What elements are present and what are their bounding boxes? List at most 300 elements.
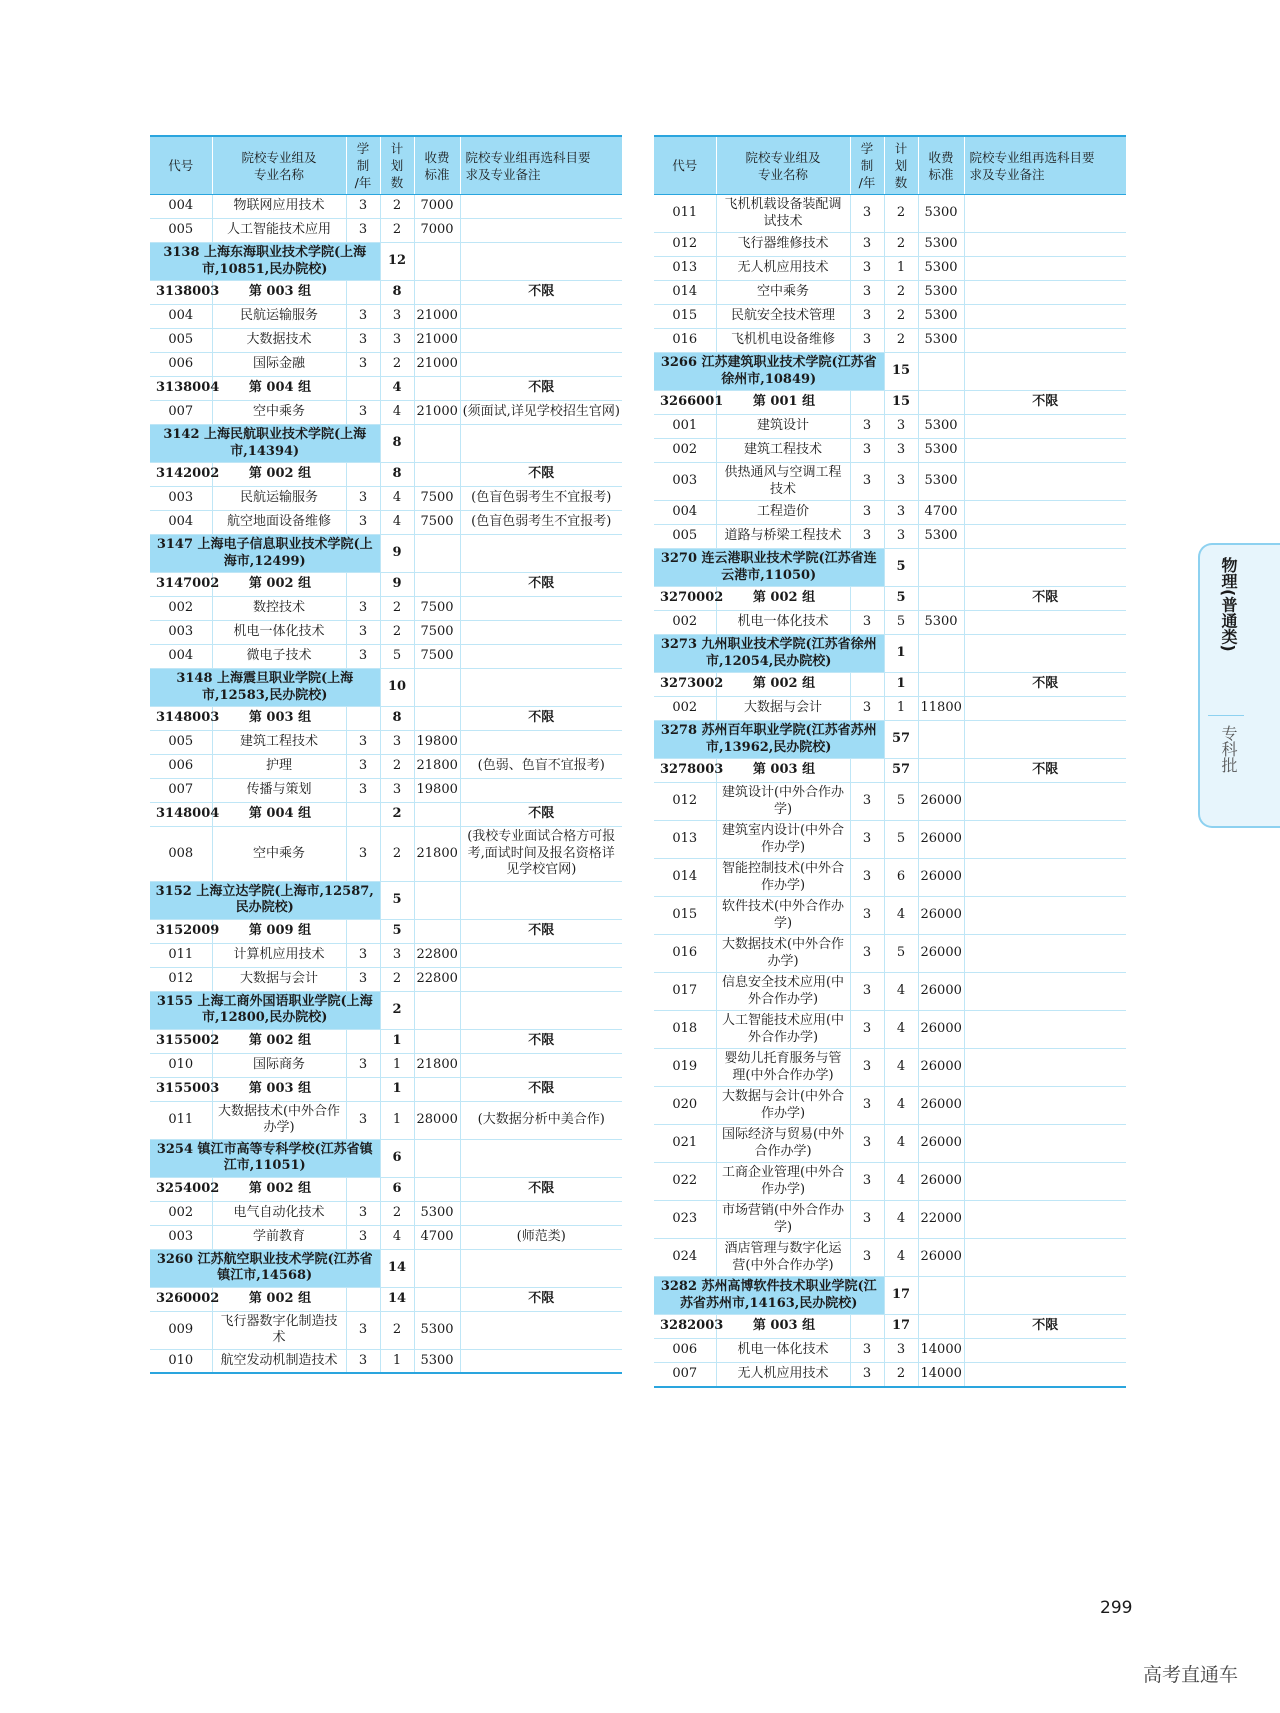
- tuition-fee-cell: 26000: [918, 1125, 964, 1163]
- study-years-cell: 3: [346, 827, 380, 882]
- study-years-cell: 3: [850, 525, 884, 549]
- major-note-cell: [460, 1311, 622, 1349]
- major-note-cell: (我校专业面试合格方可报考,面试时间及报名资格详见学校官网): [460, 827, 622, 882]
- tuition-fee-cell: 7500: [414, 511, 460, 535]
- school-plan-count-cell: 1: [884, 635, 918, 673]
- study-years-cell: 3: [346, 731, 380, 755]
- major-row: [150, 487, 622, 511]
- plan-count-cell: 1: [380, 1053, 414, 1077]
- tuition-fee-cell: 5300: [918, 233, 964, 257]
- major-row: [150, 329, 622, 353]
- major-note-cell: [964, 1339, 1126, 1363]
- major-note-cell: [460, 353, 622, 377]
- empty-cell: [414, 535, 460, 573]
- tuition-fee-cell: 14000: [918, 1363, 964, 1387]
- major-name-cell: 空中乘务: [212, 827, 346, 882]
- empty-cell: [850, 587, 884, 611]
- school-plan-count-cell: 17: [884, 1277, 918, 1315]
- major-row: [654, 281, 1126, 305]
- major-name-cell: 电气自动化技术: [212, 1201, 346, 1225]
- plan-count-cell: 3: [380, 943, 414, 967]
- major-row: [150, 645, 622, 669]
- major-code-cell: 004: [150, 645, 212, 669]
- major-name-cell: 市场营销(中外合作办学): [716, 1201, 850, 1239]
- major-name-cell: 民航运输服务: [212, 487, 346, 511]
- major-row: [150, 401, 622, 425]
- empty-cell: [850, 1315, 884, 1339]
- major-row: [654, 1049, 1126, 1087]
- group-row: [150, 573, 622, 597]
- major-code-cell: 002: [654, 611, 716, 635]
- major-row: [654, 501, 1126, 525]
- empty-cell: [346, 377, 380, 401]
- major-note-cell: [964, 973, 1126, 1011]
- plan-count-cell: 4: [884, 1011, 918, 1049]
- major-note-cell: [964, 281, 1126, 305]
- page-number: 299: [1100, 1598, 1133, 1618]
- major-row: [654, 611, 1126, 635]
- major-name-cell: 建筑室内设计(中外合作办学): [716, 821, 850, 859]
- major-note-cell: (须面试,详见学校招生官网): [460, 401, 622, 425]
- major-row: [150, 305, 622, 329]
- study-years-cell: 3: [346, 943, 380, 967]
- major-name-cell: 工商企业管理(中外合作办学): [716, 1163, 850, 1201]
- major-code-cell: 002: [150, 597, 212, 621]
- plan-count-cell: 4: [884, 1201, 918, 1239]
- school-name-cell: 3147 上海电子信息职业技术学院(上海市,12499): [150, 535, 380, 573]
- group-name-cell: 第 003 组: [716, 759, 850, 783]
- tuition-fee-cell: 5300: [918, 525, 964, 549]
- group-row: [654, 391, 1126, 415]
- empty-cell: [346, 1029, 380, 1053]
- group-subject-requirement-cell: 不限: [460, 573, 622, 597]
- major-code-cell: 020: [654, 1087, 716, 1125]
- plan-count-cell: 2: [884, 329, 918, 353]
- tuition-fee-cell: 5300: [918, 439, 964, 463]
- study-years-cell: 3: [346, 779, 380, 803]
- group-name-cell: 第 002 组: [212, 463, 346, 487]
- group-name-cell: 第 002 组: [212, 1177, 346, 1201]
- plan-count-cell: 3: [884, 415, 918, 439]
- group-name-cell: 第 003 组: [212, 1077, 346, 1101]
- empty-cell: [414, 707, 460, 731]
- major-name-cell: 飞机机载设备装配调试技术: [716, 195, 850, 233]
- study-years-cell: 3: [850, 897, 884, 935]
- empty-cell: [918, 673, 964, 697]
- school-row: [654, 353, 1126, 391]
- major-code-cell: 011: [150, 1101, 212, 1139]
- school-plan-count-cell: 15: [884, 353, 918, 391]
- empty-cell: [346, 803, 380, 827]
- major-code-cell: 013: [654, 821, 716, 859]
- school-plan-count-cell: 10: [380, 669, 414, 707]
- plan-count-cell: 3: [884, 439, 918, 463]
- tuition-fee-cell: 7000: [414, 219, 460, 243]
- column-header-years: 学 制 /年: [346, 136, 380, 195]
- school-plan-count-cell: 9: [380, 535, 414, 573]
- empty-cell: [918, 1277, 964, 1315]
- plan-count-cell: 5: [884, 611, 918, 635]
- empty-cell: [964, 721, 1126, 759]
- tuition-fee-cell: 5300: [414, 1311, 460, 1349]
- major-name-cell: 学前教育: [212, 1225, 346, 1249]
- empty-cell: [918, 391, 964, 415]
- school-plan-count-cell: 12: [380, 243, 414, 281]
- tuition-fee-cell: 7500: [414, 621, 460, 645]
- major-name-cell: 婴幼儿托育服务与管理(中外合作办学): [716, 1049, 850, 1087]
- study-years-cell: 3: [346, 967, 380, 991]
- group-plan-count-cell: 2: [380, 803, 414, 827]
- major-row: [654, 1087, 1126, 1125]
- major-note-cell: [460, 597, 622, 621]
- major-name-cell: 空中乘务: [212, 401, 346, 425]
- major-row: [654, 821, 1126, 859]
- study-years-cell: 3: [346, 1349, 380, 1373]
- tuition-fee-cell: 5300: [918, 415, 964, 439]
- major-code-cell: 003: [150, 621, 212, 645]
- empty-cell: [414, 463, 460, 487]
- school-name-cell: 3270 连云港职业技术学院(江苏省连云港市,11050): [654, 549, 884, 587]
- plan-count-cell: 4: [884, 1163, 918, 1201]
- school-name-cell: 3142 上海民航职业技术学院(上海市,14394): [150, 425, 380, 463]
- major-code-cell: 013: [654, 257, 716, 281]
- group-row: [150, 463, 622, 487]
- major-row: [150, 219, 622, 243]
- group-name-cell: 第 003 组: [212, 281, 346, 305]
- major-code-cell: 004: [150, 305, 212, 329]
- study-years-cell: 3: [850, 439, 884, 463]
- major-name-cell: 飞行器数字化制造技术: [212, 1311, 346, 1349]
- tuition-fee-cell: 22000: [918, 1201, 964, 1239]
- empty-cell: [964, 549, 1126, 587]
- tuition-fee-cell: 26000: [918, 935, 964, 973]
- major-name-cell: 建筑设计(中外合作办学): [716, 783, 850, 821]
- group-code-cell: 3152009: [150, 919, 212, 943]
- school-row: [654, 721, 1126, 759]
- major-code-cell: 011: [654, 195, 716, 233]
- empty-cell: [460, 425, 622, 463]
- major-note-cell: [460, 621, 622, 645]
- plan-count-cell: 1: [884, 697, 918, 721]
- major-code-cell: 014: [654, 281, 716, 305]
- plan-count-cell: 2: [380, 967, 414, 991]
- major-name-cell: 国际商务: [212, 1053, 346, 1077]
- column-header-note: 院校专业组再选科目要 求及专业备注: [460, 136, 622, 195]
- tuition-fee-cell: 21000: [414, 305, 460, 329]
- major-note-cell: [964, 1163, 1126, 1201]
- major-name-cell: 空中乘务: [716, 281, 850, 305]
- major-code-cell: 005: [150, 731, 212, 755]
- plan-count-cell: 4: [884, 1125, 918, 1163]
- school-row: [150, 535, 622, 573]
- group-code-cell: 3155002: [150, 1029, 212, 1053]
- table-header-row: [654, 136, 1126, 195]
- empty-cell: [850, 391, 884, 415]
- school-row: [150, 669, 622, 707]
- empty-cell: [414, 803, 460, 827]
- major-name-cell: 大数据技术(中外合作办学): [716, 935, 850, 973]
- major-note-cell: (色弱、色盲不宜报考): [460, 755, 622, 779]
- group-row: [150, 1177, 622, 1201]
- major-note-cell: [964, 305, 1126, 329]
- study-years-cell: 3: [346, 755, 380, 779]
- major-row: [654, 195, 1126, 233]
- group-name-cell: 第 003 组: [212, 707, 346, 731]
- major-name-cell: 大数据技术: [212, 329, 346, 353]
- tuition-fee-cell: 26000: [918, 1239, 964, 1277]
- major-name-cell: 大数据技术(中外合作办学): [212, 1101, 346, 1139]
- major-row: [150, 353, 622, 377]
- column-header-code: 代号: [150, 136, 212, 195]
- group-row: [654, 759, 1126, 783]
- study-years-cell: 3: [346, 1053, 380, 1077]
- study-years-cell: 3: [850, 935, 884, 973]
- plan-count-cell: 2: [380, 827, 414, 882]
- tuition-fee-cell: 11800: [918, 697, 964, 721]
- empty-cell: [414, 919, 460, 943]
- empty-cell: [964, 1277, 1126, 1315]
- major-row: [654, 525, 1126, 549]
- tuition-fee-cell: 5300: [918, 281, 964, 305]
- group-subject-requirement-cell: 不限: [964, 587, 1126, 611]
- major-note-cell: (色盲色弱考生不宜报考): [460, 487, 622, 511]
- empty-cell: [460, 1139, 622, 1177]
- major-code-cell: 021: [654, 1125, 716, 1163]
- major-row: [654, 1239, 1126, 1277]
- group-code-cell: 3142002: [150, 463, 212, 487]
- major-note-cell: [460, 195, 622, 219]
- major-row: [150, 1349, 622, 1373]
- major-code-cell: 011: [150, 943, 212, 967]
- major-code-cell: 003: [150, 487, 212, 511]
- empty-cell: [414, 669, 460, 707]
- empty-cell: [414, 1029, 460, 1053]
- major-code-cell: 004: [150, 511, 212, 535]
- major-code-cell: 005: [150, 219, 212, 243]
- group-name-cell: 第 003 组: [716, 1315, 850, 1339]
- school-row: [150, 243, 622, 281]
- major-note-cell: (色盲色弱考生不宜报考): [460, 511, 622, 535]
- empty-cell: [918, 721, 964, 759]
- major-row: [654, 897, 1126, 935]
- major-code-cell: 016: [654, 329, 716, 353]
- major-name-cell: 计算机应用技术: [212, 943, 346, 967]
- plan-count-cell: 3: [884, 1339, 918, 1363]
- major-note-cell: [964, 501, 1126, 525]
- plan-count-cell: 2: [884, 305, 918, 329]
- empty-cell: [346, 919, 380, 943]
- empty-cell: [850, 759, 884, 783]
- school-plan-count-cell: 14: [380, 1249, 414, 1287]
- major-code-cell: 007: [654, 1363, 716, 1387]
- major-code-cell: 015: [654, 305, 716, 329]
- major-code-cell: 006: [150, 353, 212, 377]
- plan-count-cell: 4: [884, 1087, 918, 1125]
- group-code-cell: 3148003: [150, 707, 212, 731]
- major-name-cell: 智能控制技术(中外合作办学): [716, 859, 850, 897]
- group-row: [150, 281, 622, 305]
- plan-count-cell: 2: [380, 621, 414, 645]
- group-subject-requirement-cell: 不限: [460, 919, 622, 943]
- study-years-cell: 3: [850, 859, 884, 897]
- group-plan-count-cell: 8: [380, 707, 414, 731]
- group-code-cell: 3260002: [150, 1287, 212, 1311]
- major-row: [654, 935, 1126, 973]
- major-row: [654, 1339, 1126, 1363]
- side-tab-divider: [1208, 715, 1244, 716]
- empty-cell: [414, 881, 460, 919]
- school-name-cell: 3138 上海东海职业技术学院(上海市,10851,民办院校): [150, 243, 380, 281]
- major-name-cell: 供热通风与空调工程技术: [716, 463, 850, 501]
- group-row: [150, 1077, 622, 1101]
- major-row: [654, 1363, 1126, 1387]
- major-note-cell: [964, 697, 1126, 721]
- tuition-fee-cell: 26000: [918, 973, 964, 1011]
- table-header-row: [150, 136, 622, 195]
- group-name-cell: 第 009 组: [212, 919, 346, 943]
- study-years-cell: 3: [346, 329, 380, 353]
- group-code-cell: 3266001: [654, 391, 716, 415]
- school-row: [150, 1249, 622, 1287]
- school-plan-count-cell: 5: [884, 549, 918, 587]
- group-subject-requirement-cell: 不限: [964, 1315, 1126, 1339]
- study-years-cell: 3: [850, 281, 884, 305]
- major-note-cell: [964, 195, 1126, 233]
- major-code-cell: 001: [654, 415, 716, 439]
- tuition-fee-cell: 26000: [918, 897, 964, 935]
- plan-count-cell: 1: [884, 257, 918, 281]
- major-code-cell: 024: [654, 1239, 716, 1277]
- empty-cell: [918, 1315, 964, 1339]
- plan-count-cell: 4: [380, 511, 414, 535]
- major-row: [150, 511, 622, 535]
- major-code-cell: 008: [150, 827, 212, 882]
- major-note-cell: [964, 1239, 1126, 1277]
- major-name-cell: 建筑设计: [716, 415, 850, 439]
- school-row: [150, 991, 622, 1029]
- study-years-cell: 3: [850, 1239, 884, 1277]
- major-code-cell: 012: [654, 783, 716, 821]
- major-row: [654, 415, 1126, 439]
- major-row: [150, 779, 622, 803]
- plan-count-cell: 4: [884, 897, 918, 935]
- tuition-fee-cell: 22800: [414, 967, 460, 991]
- empty-cell: [414, 377, 460, 401]
- major-row: [150, 755, 622, 779]
- tuition-fee-cell: 26000: [918, 1163, 964, 1201]
- empty-cell: [346, 1177, 380, 1201]
- admission-plan-table-left: [150, 135, 622, 1374]
- major-name-cell: 航空发动机制造技术: [212, 1349, 346, 1373]
- school-row: [150, 1139, 622, 1177]
- study-years-cell: 3: [850, 821, 884, 859]
- group-subject-requirement-cell: 不限: [964, 673, 1126, 697]
- empty-cell: [414, 243, 460, 281]
- group-row: [654, 587, 1126, 611]
- tuition-fee-cell: 21800: [414, 1053, 460, 1077]
- plan-count-cell: 2: [380, 597, 414, 621]
- major-note-cell: [964, 233, 1126, 257]
- major-note-cell: [964, 935, 1126, 973]
- major-name-cell: 无人机应用技术: [716, 1363, 850, 1387]
- school-plan-count-cell: 8: [380, 425, 414, 463]
- major-note-cell: [460, 779, 622, 803]
- major-name-cell: 护理: [212, 755, 346, 779]
- empty-cell: [414, 1077, 460, 1101]
- group-subject-requirement-cell: 不限: [460, 1177, 622, 1201]
- group-code-cell: 3282003: [654, 1315, 716, 1339]
- major-note-cell: [964, 1087, 1126, 1125]
- empty-cell: [414, 1287, 460, 1311]
- major-code-cell: 006: [150, 755, 212, 779]
- group-plan-count-cell: 8: [380, 463, 414, 487]
- study-years-cell: 3: [346, 487, 380, 511]
- study-years-cell: 3: [850, 1201, 884, 1239]
- tuition-fee-cell: 21800: [414, 827, 460, 882]
- school-name-cell: 3282 苏州高博软件技术职业学院(江苏省苏州市,14163,民办院校): [654, 1277, 884, 1315]
- major-row: [150, 967, 622, 991]
- column-header-fee: 收费 标准: [414, 136, 460, 195]
- major-row: [150, 597, 622, 621]
- major-name-cell: 民航运输服务: [212, 305, 346, 329]
- major-note-cell: [460, 731, 622, 755]
- empty-cell: [460, 535, 622, 573]
- study-years-cell: 3: [850, 1125, 884, 1163]
- group-plan-count-cell: 15: [884, 391, 918, 415]
- major-row: [654, 1201, 1126, 1239]
- major-row: [654, 257, 1126, 281]
- major-name-cell: 微电子技术: [212, 645, 346, 669]
- major-name-cell: 信息安全技术应用(中外合作办学): [716, 973, 850, 1011]
- empty-cell: [850, 673, 884, 697]
- tuition-fee-cell: 21000: [414, 401, 460, 425]
- plan-count-cell: 2: [884, 281, 918, 305]
- group-plan-count-cell: 17: [884, 1315, 918, 1339]
- major-row: [150, 1201, 622, 1225]
- major-note-cell: [460, 967, 622, 991]
- major-name-cell: 航空地面设备维修: [212, 511, 346, 535]
- group-plan-count-cell: 9: [380, 573, 414, 597]
- group-code-cell: 3155003: [150, 1077, 212, 1101]
- major-row: [654, 463, 1126, 501]
- major-note-cell: [460, 943, 622, 967]
- plan-count-cell: 6: [884, 859, 918, 897]
- plan-count-cell: 1: [380, 1101, 414, 1139]
- major-note-cell: [964, 463, 1126, 501]
- study-years-cell: 3: [346, 219, 380, 243]
- major-row: [654, 233, 1126, 257]
- study-years-cell: 3: [850, 973, 884, 1011]
- major-note-cell: [964, 525, 1126, 549]
- column-header-plan: 计 划 数: [884, 136, 918, 195]
- plan-count-cell: 4: [380, 487, 414, 511]
- major-name-cell: 大数据与会计(中外合作办学): [716, 1087, 850, 1125]
- group-row: [150, 803, 622, 827]
- study-years-cell: 3: [346, 353, 380, 377]
- empty-cell: [346, 573, 380, 597]
- empty-cell: [460, 243, 622, 281]
- major-name-cell: 软件技术(中外合作办学): [716, 897, 850, 935]
- empty-cell: [414, 1139, 460, 1177]
- major-note-cell: [964, 415, 1126, 439]
- tuition-fee-cell: 7000: [414, 195, 460, 219]
- school-row: [654, 549, 1126, 587]
- study-years-cell: 3: [850, 1049, 884, 1087]
- major-note-cell: [964, 783, 1126, 821]
- tuition-fee-cell: 21000: [414, 329, 460, 353]
- group-code-cell: 3138003: [150, 281, 212, 305]
- major-code-cell: 018: [654, 1011, 716, 1049]
